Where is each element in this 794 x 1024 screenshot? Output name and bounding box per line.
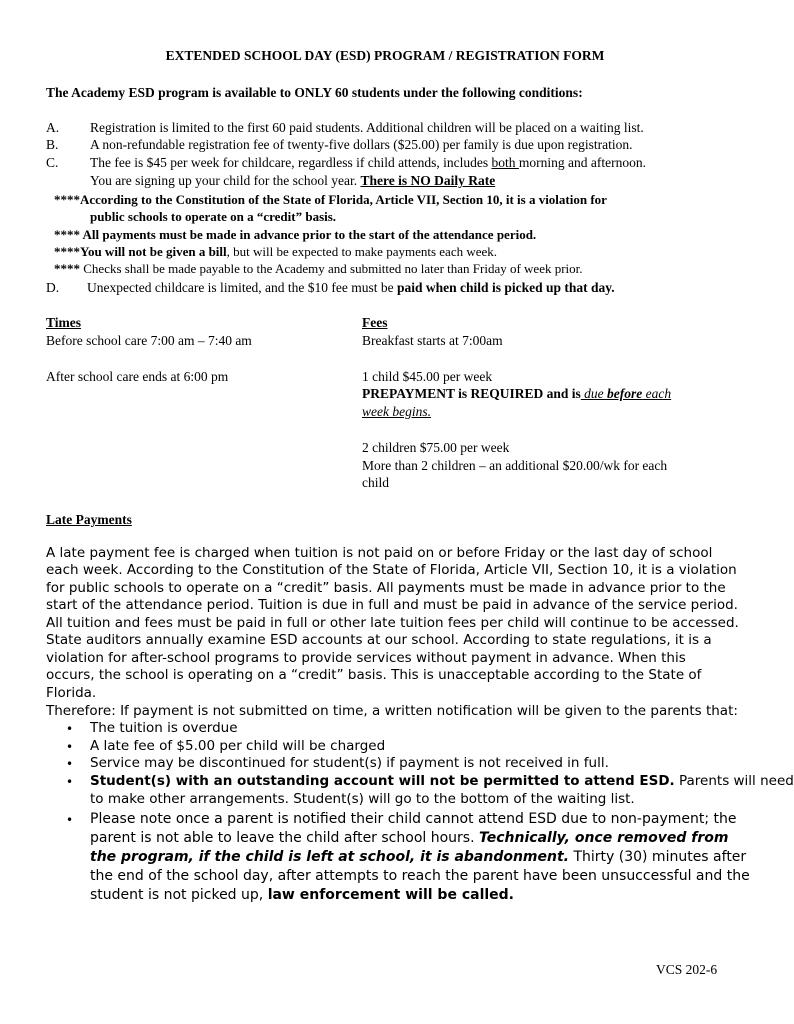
condition-d-letter: D. (46, 280, 60, 295)
fees-one-child: 1 child $45.00 per week (362, 369, 493, 384)
condition-a-letter: A. (46, 120, 60, 135)
fees-more-children-line1: More than 2 children – an additional $20.00/wk for each (362, 458, 668, 473)
fees-week-begins: week begins. (362, 404, 431, 419)
fees-prepayment: PREPAYMENT is REQUIRED and is due before each (362, 386, 672, 401)
late-line: All tuition and fees must be paid in full or other late tuition fees per child will continue to be accessed. (46, 615, 739, 631)
condition-a-text: Registration is limited to the first 60 paid students. Additional children will be placed on a waiting list. (90, 120, 644, 135)
times-after-school: After school care ends at 6:00 pm (46, 369, 229, 384)
note-checks: **** Checks shall be made payable to the Academy and submitted no later than Friday of week prior. (54, 261, 583, 276)
fees-two-children: 2 children $75.00 per week (362, 440, 510, 455)
bullet-outstanding-account: Student(s) with an outstanding account will not be permitted to attend ESD. Parents will need (90, 773, 794, 789)
late-line: State auditors annually examine ESD accounts at our school. According to state regulations, it is a (46, 632, 712, 648)
bullet-abandonment-line2: parent is not able to leave the child after school hours. Technically, once removed from (90, 830, 729, 846)
fees-breakfast: Breakfast starts at 7:00am (362, 333, 503, 348)
condition-b-letter: B. (46, 137, 59, 152)
condition-c-letter: C. (46, 155, 59, 170)
times-before-school: Before school care 7:00 am – 7:40 am (46, 333, 252, 348)
fees-more-children-line2: child (362, 475, 389, 490)
condition-c-line2: You are signing up your child for the school year. There is NO Daily Rate (90, 173, 496, 188)
bullet-service-discontinued: Service may be discontinued for student(s) if payment is not received in full. (90, 755, 609, 771)
late-line: for public schools to operate on a “credit” basis. All payments must be made in advance prior to the (46, 580, 726, 596)
times-heading: Times (46, 315, 82, 330)
bullet-icon: • (66, 722, 74, 736)
note-constitution-line2: public schools to operate on a “credit” basis. (90, 209, 337, 224)
late-line: A late payment fee is charged when tuition is not paid on or before Friday or the last day of school (46, 545, 713, 561)
late-line: start of the attendance period. Tuition is due in full and must be paid in advance of the service period. (46, 597, 738, 613)
note-constitution-line1: ****According to the Constitution of the State of Florida, Article VII, Section 10, it is a violation for (54, 192, 607, 207)
intro-text: The Academy ESD program is available to ONLY 60 students under the following conditions: (46, 85, 583, 100)
bullet-abandonment-line3: the program, if the child is left at school, it is abandonment. Thirty (30) minutes after (90, 849, 747, 865)
no-daily-rate: There is NO Daily Rate (360, 173, 496, 188)
condition-c-text: The fee is $45 per week for childcare, regardless if child attends, includes both morning and afternoon. (90, 155, 646, 170)
bullet-abandonment-line5: student is not picked up, law enforcement will be called. (90, 887, 514, 903)
form-title: EXTENDED SCHOOL DAY (ESD) PROGRAM / REGISTRATION FORM (165, 48, 605, 63)
bullet-abandonment-line4: the end of the school day, after attempts to reach the parent have been unsuccessful and the (90, 868, 750, 884)
late-line: Therefore: If payment is not submitted on time, a written notification will be given to the parents that: (46, 703, 738, 719)
bullet-late-fee: A late fee of $5.00 per child will be charged (90, 738, 386, 754)
bullet-tuition-overdue: The tuition is overdue (90, 720, 238, 736)
note-no-bill: ****You will not be given a bill, but will be expected to make payments each week. (54, 244, 498, 259)
late-payments-heading: Late Payments (46, 512, 132, 527)
late-line: Florida. (46, 685, 97, 701)
bullet-icon: • (66, 813, 74, 827)
late-line: each week. According to the Constitution of the State of Florida, Article VII, Section 10, it is a violation (46, 562, 737, 578)
form-code: VCS 202-6 (656, 962, 718, 977)
condition-b-text: A non-refundable registration fee of twenty-five dollars ($25.00) per family is due upon registration. (90, 137, 633, 152)
note-advance-payments: **** All payments must be made in advance prior to the start of the attendance period. (54, 227, 537, 242)
fees-heading: Fees (362, 315, 388, 330)
late-line: violation for after-school programs to provide services without payment in advance. When this (46, 650, 686, 666)
bullet-abandonment-line1: Please note once a parent is notified their child cannot attend ESD due to non-payment; the (90, 811, 737, 827)
condition-d-text: Unexpected childcare is limited, and the $10 fee must be paid when child is picked up that day. (87, 280, 615, 295)
bullet-icon: • (66, 740, 74, 754)
bullet-icon: • (66, 757, 74, 771)
bullet-outstanding-account-line2: to make other arrangements. Student(s) will go to the bottom of the waiting list. (90, 791, 635, 807)
late-line: occurs, the school is operating on a “credit” basis. This is unacceptable according to the State of (46, 667, 702, 683)
bullet-icon: • (66, 775, 74, 789)
